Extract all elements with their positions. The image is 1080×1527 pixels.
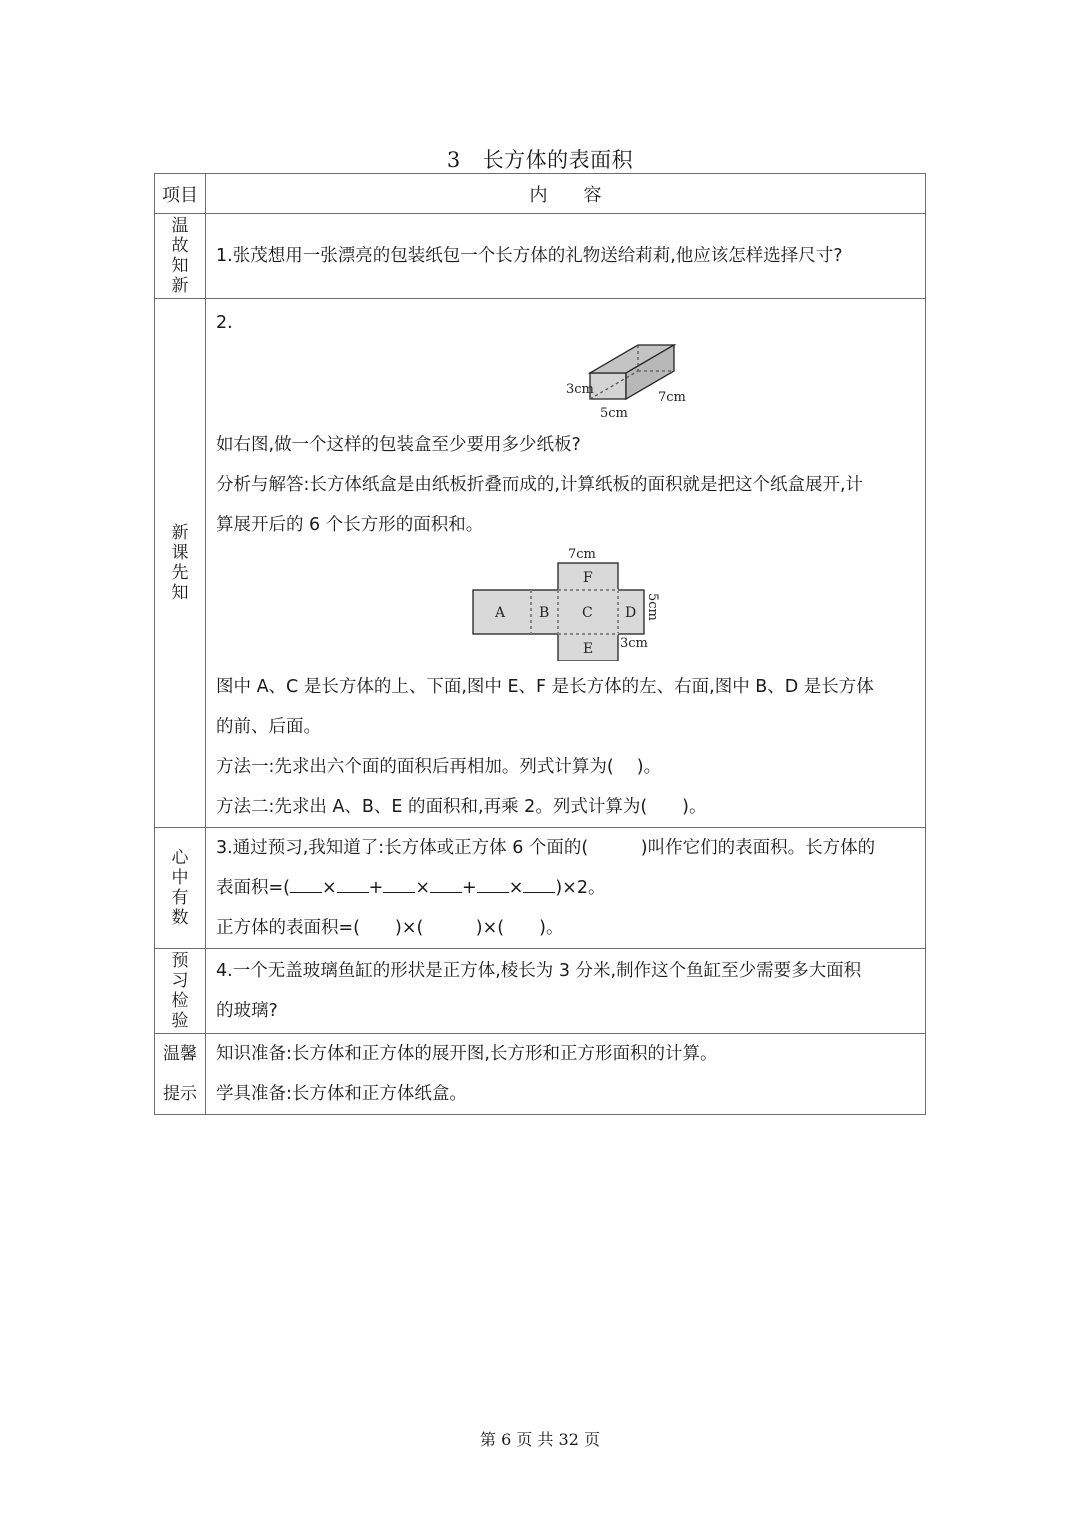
cuboid-length-label: 5cm bbox=[600, 406, 628, 421]
net-label-a: A bbox=[495, 605, 506, 621]
answer-blank[interactable] bbox=[337, 876, 369, 893]
net-label-d: D bbox=[625, 605, 637, 621]
cuboid-width-label: 7cm bbox=[658, 390, 686, 405]
page-title bbox=[0, 144, 1080, 174]
answer-blank[interactable] bbox=[430, 876, 462, 893]
page-footer: 第 6 页 共 32 页 bbox=[480, 1430, 600, 1449]
table-row-summary bbox=[155, 828, 926, 949]
review-content bbox=[206, 214, 926, 299]
answer-blank[interactable] bbox=[383, 876, 415, 893]
method-2: 方法二:先求出 A、B、E 的面积和,再乘 2。列式计算为( )。 bbox=[216, 797, 707, 817]
answer-blank[interactable] bbox=[477, 876, 509, 893]
table-row-check bbox=[155, 949, 926, 1034]
worksheet-table bbox=[154, 173, 926, 1115]
explain-line-1: 图中 A、C 是长方体的上、下面,图中 E、F 是长方体的左、右面,图中 B、D 是长方体 bbox=[216, 677, 874, 697]
summary-content bbox=[206, 828, 926, 949]
table-row-tips bbox=[155, 1034, 926, 1115]
question-3-line-2: 表面积=( × + × + × )×2。 bbox=[216, 878, 606, 898]
net-top-label: 7cm bbox=[568, 547, 596, 562]
method-1: 方法一:先求出六个面的面积后再相加。列式计算为( )。 bbox=[216, 757, 662, 777]
analysis-line-2: 算展开后的 6 个长方形的面积和。 bbox=[216, 515, 484, 535]
cuboid-figure bbox=[216, 343, 967, 425]
tips-line-1: 知识准备:长方体和正方体的展开图,长方形和正方形面积的计算。 bbox=[216, 1044, 718, 1064]
section-number: 3 bbox=[446, 148, 461, 172]
question-4-line-1: 4.一个无盖玻璃鱼缸的形状是正方体,棱长为 3 分米,制作这个鱼缸至少需要多大面积 bbox=[216, 961, 862, 981]
net-label-f: F bbox=[583, 570, 593, 586]
net-label-e: E bbox=[583, 641, 594, 657]
question-3-line-1: 3.通过预习,我知道了:长方体或正方体 6 个面的( )叫作它们的表面积。长方体的 bbox=[216, 838, 876, 858]
question-3-line-3: 正方体的表面积=( )×( )×( )。 bbox=[216, 918, 564, 938]
tips-content bbox=[206, 1034, 926, 1115]
new-lesson-content bbox=[206, 299, 926, 828]
question-2-number: 2. bbox=[216, 313, 233, 333]
table-header-row bbox=[155, 174, 926, 214]
table-row-review bbox=[155, 214, 926, 299]
tips-line-2: 学具准备:长方体和正方体纸盒。 bbox=[216, 1084, 467, 1104]
row-label-check: 预 习 检 验 bbox=[155, 949, 206, 1034]
question-2-text: 如右图,做一个这样的包装盒至少要用多少纸板? bbox=[216, 435, 581, 455]
net-bottom-label: 3cm bbox=[620, 636, 648, 651]
header-item: 项目 bbox=[155, 174, 206, 214]
analysis-line-1: 分析与解答:长方体纸盒是由纸板折叠而成的,计算纸板的面积就是把这个纸盒展开,计 bbox=[216, 475, 864, 495]
answer-blank[interactable] bbox=[523, 876, 555, 893]
section-title: 长方体的表面积 bbox=[482, 148, 634, 172]
row-label-review: 温 故 知 新 bbox=[155, 214, 206, 299]
cuboid-height-label: 3cm bbox=[566, 382, 594, 397]
check-content bbox=[206, 949, 926, 1034]
question-1: 1.张茂想用一张漂亮的包装纸包一个长方体的礼物送给莉莉,他应该怎样选择尺寸? bbox=[216, 246, 843, 266]
row-label-tips: 温馨 提示 bbox=[155, 1034, 206, 1115]
net-label-c: C bbox=[582, 605, 593, 621]
net-figure bbox=[216, 545, 967, 661]
table-row-new-lesson bbox=[155, 299, 926, 828]
net-label-b: B bbox=[539, 605, 550, 621]
header-content: 内 容 bbox=[206, 174, 926, 214]
question-4-line-2: 的玻璃? bbox=[216, 1001, 278, 1021]
explain-line-2: 的前、后面。 bbox=[216, 717, 321, 737]
net-right-label: 5cm bbox=[645, 593, 660, 621]
row-label-new-lesson: 新 课 先 知 bbox=[155, 299, 206, 828]
answer-blank[interactable] bbox=[290, 876, 322, 893]
row-label-summary: 心 中 有 数 bbox=[155, 828, 206, 949]
